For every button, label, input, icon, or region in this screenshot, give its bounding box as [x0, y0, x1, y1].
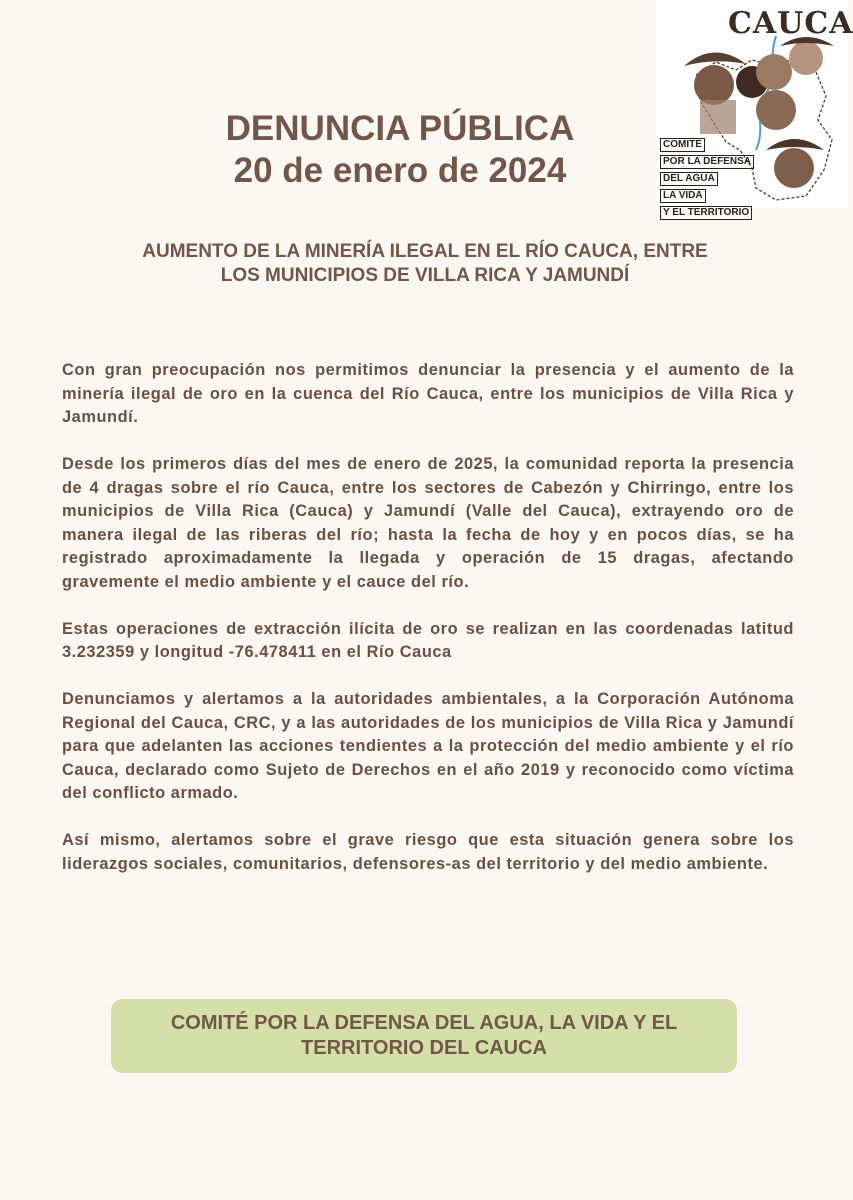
logo-title: CAUCA: [728, 6, 853, 41]
logo-label-line: Y EL TERRITORIO: [660, 206, 752, 220]
document-subtitle: [100, 240, 750, 288]
subtitle-line: AUMENTO DE LA MINERÍA ILEGAL EN EL RÍO CAUCA, ENTRE: [142, 241, 708, 262]
document-title: [180, 108, 620, 192]
signature-box: [111, 999, 737, 1073]
cauca-committee-logo: [656, 0, 853, 218]
body-paragraph: Con gran preocupación nos permitimos denunciar la presencia y el aumento de la minería ilegal de oro en la cuenca del Río Cauca, entre los municipios de Villa Rica y Jamundí.: [62, 361, 794, 426]
logo-label-line: POR LA DEFENSA: [660, 155, 754, 169]
body-paragraph: Desde los primeros días del mes de enero de 2025, la comunidad reporta la presencia de 4 dragas sobre el río Cauca, entre los sectores de Cabezón y Chirringo, entre los municipios de Villa Rica (Cauca) y Jamundí (Valle del Cauca), extrayendo oro de manera ilegal de las riberas del río; hasta la fecha de hoy y en pocos días, se ha registrado aproximadamente la llegada y operación de 15 dragas, afectando gravemente el medio ambiente y el cauce del río.: [62, 455, 794, 591]
subtitle-line: LOS MUNICIPIOS DE VILLA RICA Y JAMUNDÍ: [220, 265, 630, 286]
title-date: 20 de enero de 2024: [233, 151, 567, 190]
body-paragraph: Denunciamos y alertamos a la autoridades ambientales, a la Corporación Autónoma Regional del Cauca, CRC, y a las autoridades de los municipios de Villa Rica y Jamundí para que adelanten las acciones tendientes a la protección del medio ambiente y el río Cauca, declarado como Sujeto de Derechos en el año 2019 y reconocido como víctima del conflicto armado.: [62, 690, 794, 802]
logo-label-line: COMITÉ: [660, 138, 705, 152]
signature-line: COMITÉ POR LA DEFENSA DEL AGUA, LA VIDA Y EL: [170, 1012, 678, 1034]
title-line: DENUNCIA PÚBLICA: [225, 109, 575, 148]
logo-label-line: LA VIDA: [660, 189, 706, 203]
logo-committee-label: [660, 137, 751, 222]
body-paragraph: Estas operaciones de extracción ilícita de oro se realizan en las coordenadas latitud 3.232359 y longitud -76.478411 en el Río Cauca: [62, 619, 794, 661]
body-paragraph: Así mismo, alertamos sobre el grave riesgo que esta situación genera sobre los liderazgos sociales, comunitarios, defensores-as del territorio y del medio ambiente.: [62, 831, 794, 873]
logo-label-line: DEL AGUA: [660, 172, 718, 186]
signature-line: TERRITORIO DEL CAUCA: [301, 1037, 547, 1059]
document-body: [62, 359, 794, 900]
